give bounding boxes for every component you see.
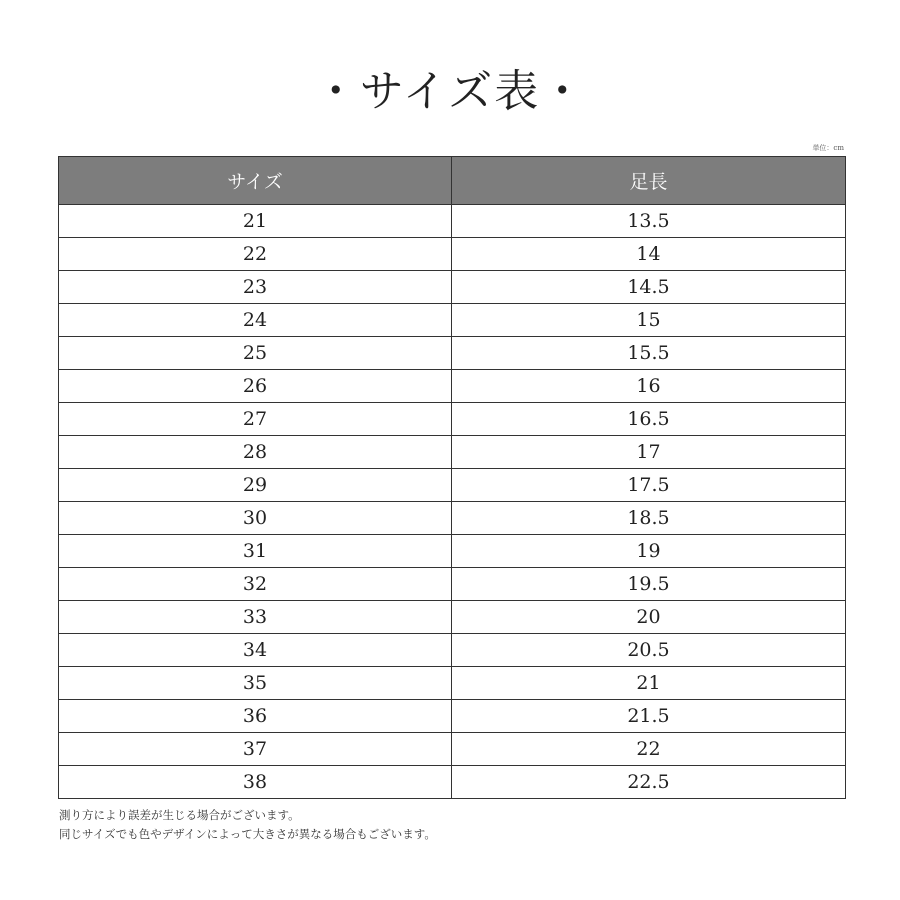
cell-size: 38 xyxy=(59,766,452,799)
cell-size: 33 xyxy=(59,601,452,634)
size-table xyxy=(58,156,846,799)
cell-size: 25 xyxy=(59,337,452,370)
note-line: 同じサイズでも色やデザインによって大きさが異なる場合もございます。 xyxy=(59,827,436,841)
cell-size: 30 xyxy=(59,502,452,535)
cell-foot-length: 21.5 xyxy=(452,700,846,733)
table-header-row xyxy=(59,157,846,205)
cell-size: 21 xyxy=(59,205,452,238)
table-row xyxy=(59,370,846,403)
cell-size: 22 xyxy=(59,238,452,271)
table-row xyxy=(59,238,846,271)
table-row xyxy=(59,766,846,799)
cell-size: 31 xyxy=(59,535,452,568)
cell-size: 36 xyxy=(59,700,452,733)
cell-foot-length: 19.5 xyxy=(452,568,846,601)
table-row xyxy=(59,304,846,337)
table-row xyxy=(59,436,846,469)
cell-foot-length: 16 xyxy=(452,370,846,403)
table-row xyxy=(59,535,846,568)
notes xyxy=(59,806,436,844)
table-row xyxy=(59,733,846,766)
cell-size: 29 xyxy=(59,469,452,502)
unit-note: 単位：cm xyxy=(812,144,844,152)
cell-foot-length: 22.5 xyxy=(452,766,846,799)
cell-size: 37 xyxy=(59,733,452,766)
table-row xyxy=(59,502,846,535)
cell-foot-length: 20 xyxy=(452,601,846,634)
cell-size: 34 xyxy=(59,634,452,667)
page-title: ・サイズ表・ xyxy=(313,66,587,117)
table-body xyxy=(59,205,846,799)
cell-foot-length: 20.5 xyxy=(452,634,846,667)
cell-foot-length: 17.5 xyxy=(452,469,846,502)
cell-foot-length: 19 xyxy=(452,535,846,568)
cell-foot-length: 14.5 xyxy=(452,271,846,304)
table-row xyxy=(59,469,846,502)
cell-size: 35 xyxy=(59,667,452,700)
cell-foot-length: 21 xyxy=(452,667,846,700)
table-row xyxy=(59,337,846,370)
cell-size: 32 xyxy=(59,568,452,601)
cell-size: 26 xyxy=(59,370,452,403)
table-row xyxy=(59,601,846,634)
header-foot-length: 足長 xyxy=(452,157,846,205)
table-row xyxy=(59,667,846,700)
table-row xyxy=(59,271,846,304)
cell-size: 27 xyxy=(59,403,452,436)
cell-size: 28 xyxy=(59,436,452,469)
header-size: サイズ xyxy=(59,157,452,205)
table-row xyxy=(59,205,846,238)
cell-foot-length: 16.5 xyxy=(452,403,846,436)
cell-size: 24 xyxy=(59,304,452,337)
table-row xyxy=(59,403,846,436)
cell-foot-length: 22 xyxy=(452,733,846,766)
cell-foot-length: 15 xyxy=(452,304,846,337)
cell-size: 23 xyxy=(59,271,452,304)
table-row xyxy=(59,568,846,601)
table-row xyxy=(59,634,846,667)
cell-foot-length: 18.5 xyxy=(452,502,846,535)
cell-foot-length: 17 xyxy=(452,436,846,469)
table-row xyxy=(59,700,846,733)
cell-foot-length: 14 xyxy=(452,238,846,271)
cell-foot-length: 13.5 xyxy=(452,205,846,238)
note-line: 測り方により誤差が生じる場合がございます。 xyxy=(59,808,300,822)
cell-foot-length: 15.5 xyxy=(452,337,846,370)
